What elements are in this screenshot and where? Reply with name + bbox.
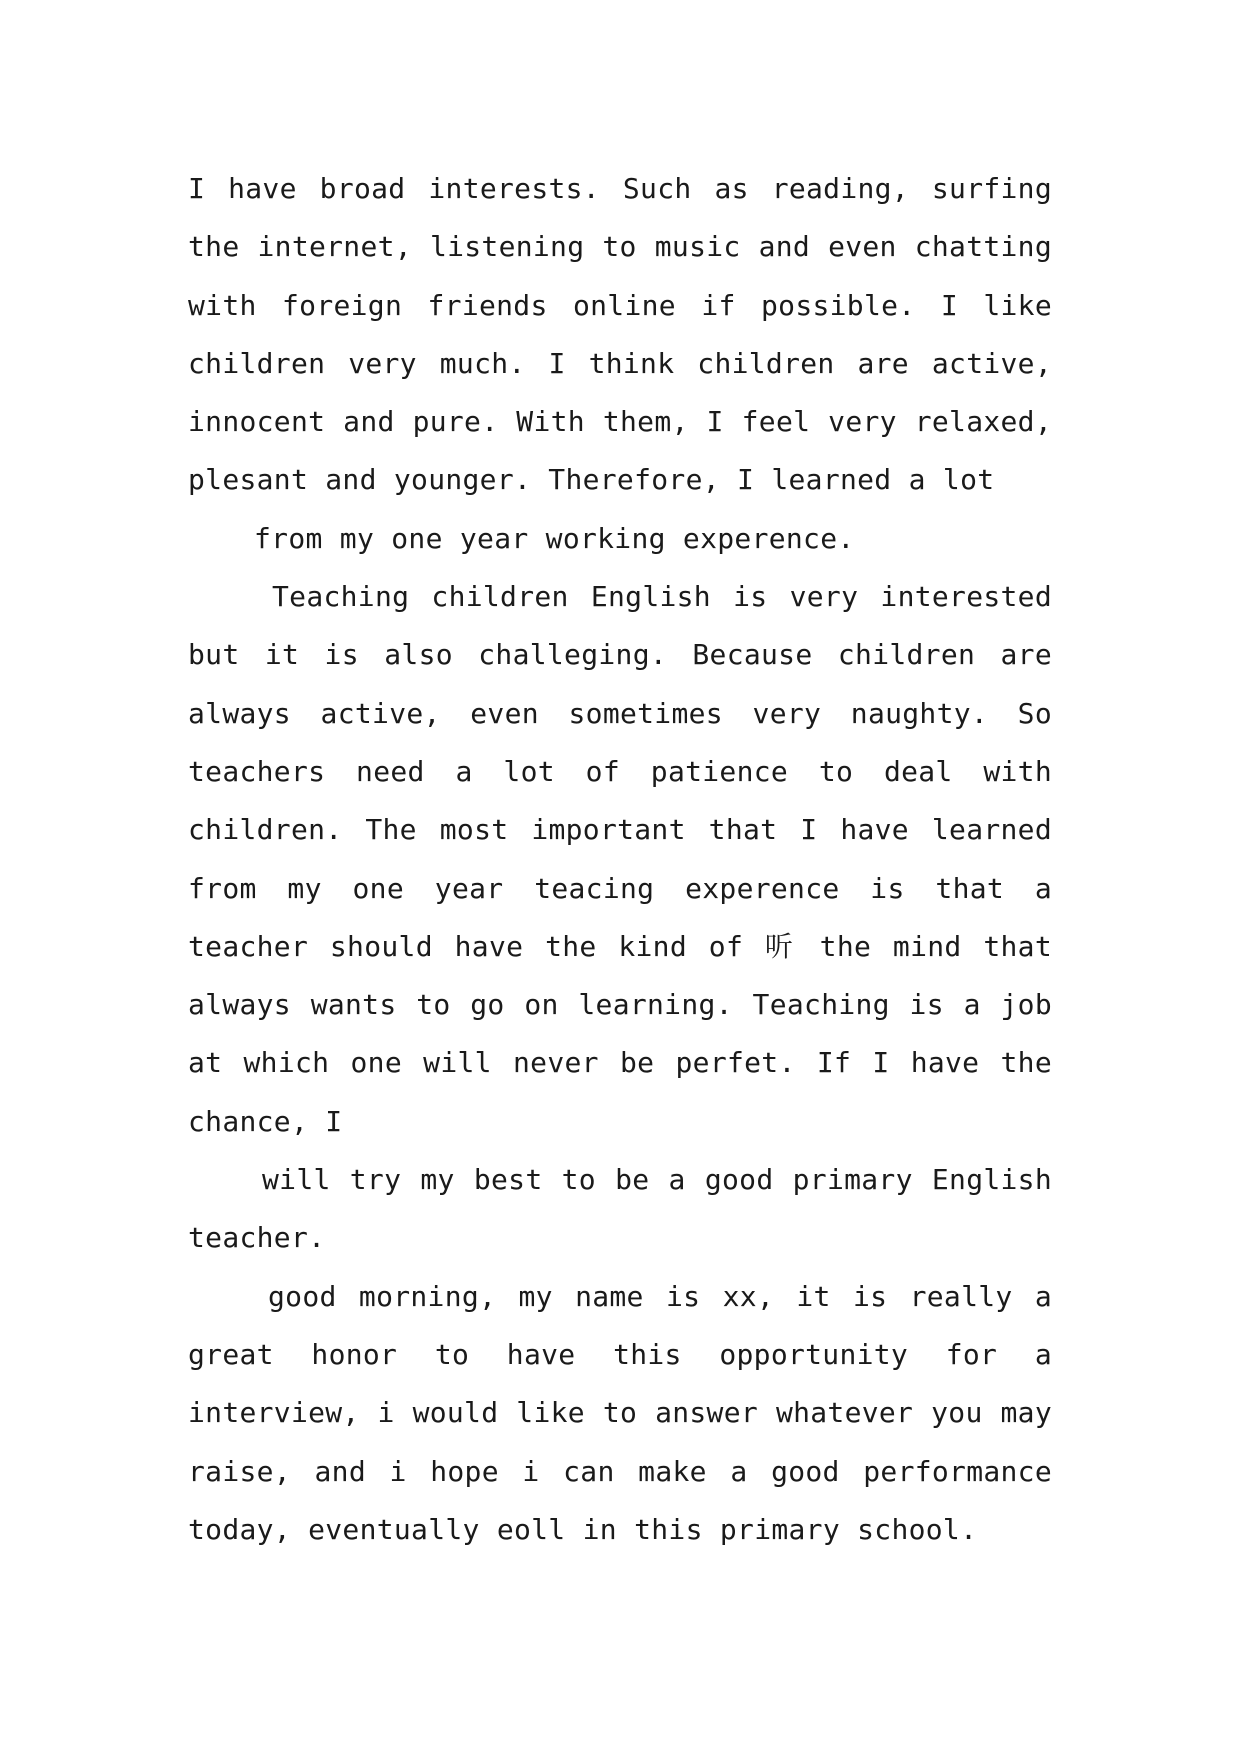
text-line: always wants to go on learning. Teaching is a job [188, 988, 1052, 1022]
text-line: interview, i would like to answer whatever you may [188, 1396, 1052, 1430]
text-line: Teaching children English is very interested [272, 580, 1052, 614]
text-line: teacher. [188, 1221, 326, 1255]
text-line: at which one will never be perfet. If I have the [188, 1046, 1052, 1080]
document-body [188, 160, 1052, 1559]
text-line: plesant and younger. Therefore, I learned a lot [188, 463, 995, 497]
text-line: raise, and i hope i can make a good performance [188, 1454, 1052, 1488]
text-line: great honor to have this opportunity for a [188, 1337, 1052, 1371]
text-line: innocent and pure. With them, I feel very relaxed, [188, 405, 1052, 439]
text-line: teacher should have the kind of 听 the mind that [188, 929, 1052, 963]
text-line: good morning, my name is xx, it is really a [268, 1279, 1052, 1313]
text-line: children very much. I think children are active, [188, 346, 1052, 380]
text-line: will try my best to be a good primary English [262, 1163, 1052, 1197]
text-line: from my one year teacing experence is that a [188, 871, 1052, 905]
text-line: the internet, listening to music and even chatting [188, 230, 1052, 264]
text-line: children. The most important that I have learned [188, 813, 1052, 847]
text-line: teachers need a lot of patience to deal with [188, 754, 1052, 788]
text-line: but it is also challeging. Because children are [188, 638, 1052, 672]
text-line: with foreign friends online if possible. I like [188, 288, 1052, 322]
text-line: today, eventually eoll in this primary school. [188, 1512, 978, 1546]
text-line: always active, even sometimes very naughty. So [188, 696, 1052, 730]
text-line: chance, I [188, 1104, 343, 1138]
text-line: I have broad interests. Such as reading, surfing [188, 172, 1052, 205]
text-line: from my one year working experence. [254, 521, 855, 555]
